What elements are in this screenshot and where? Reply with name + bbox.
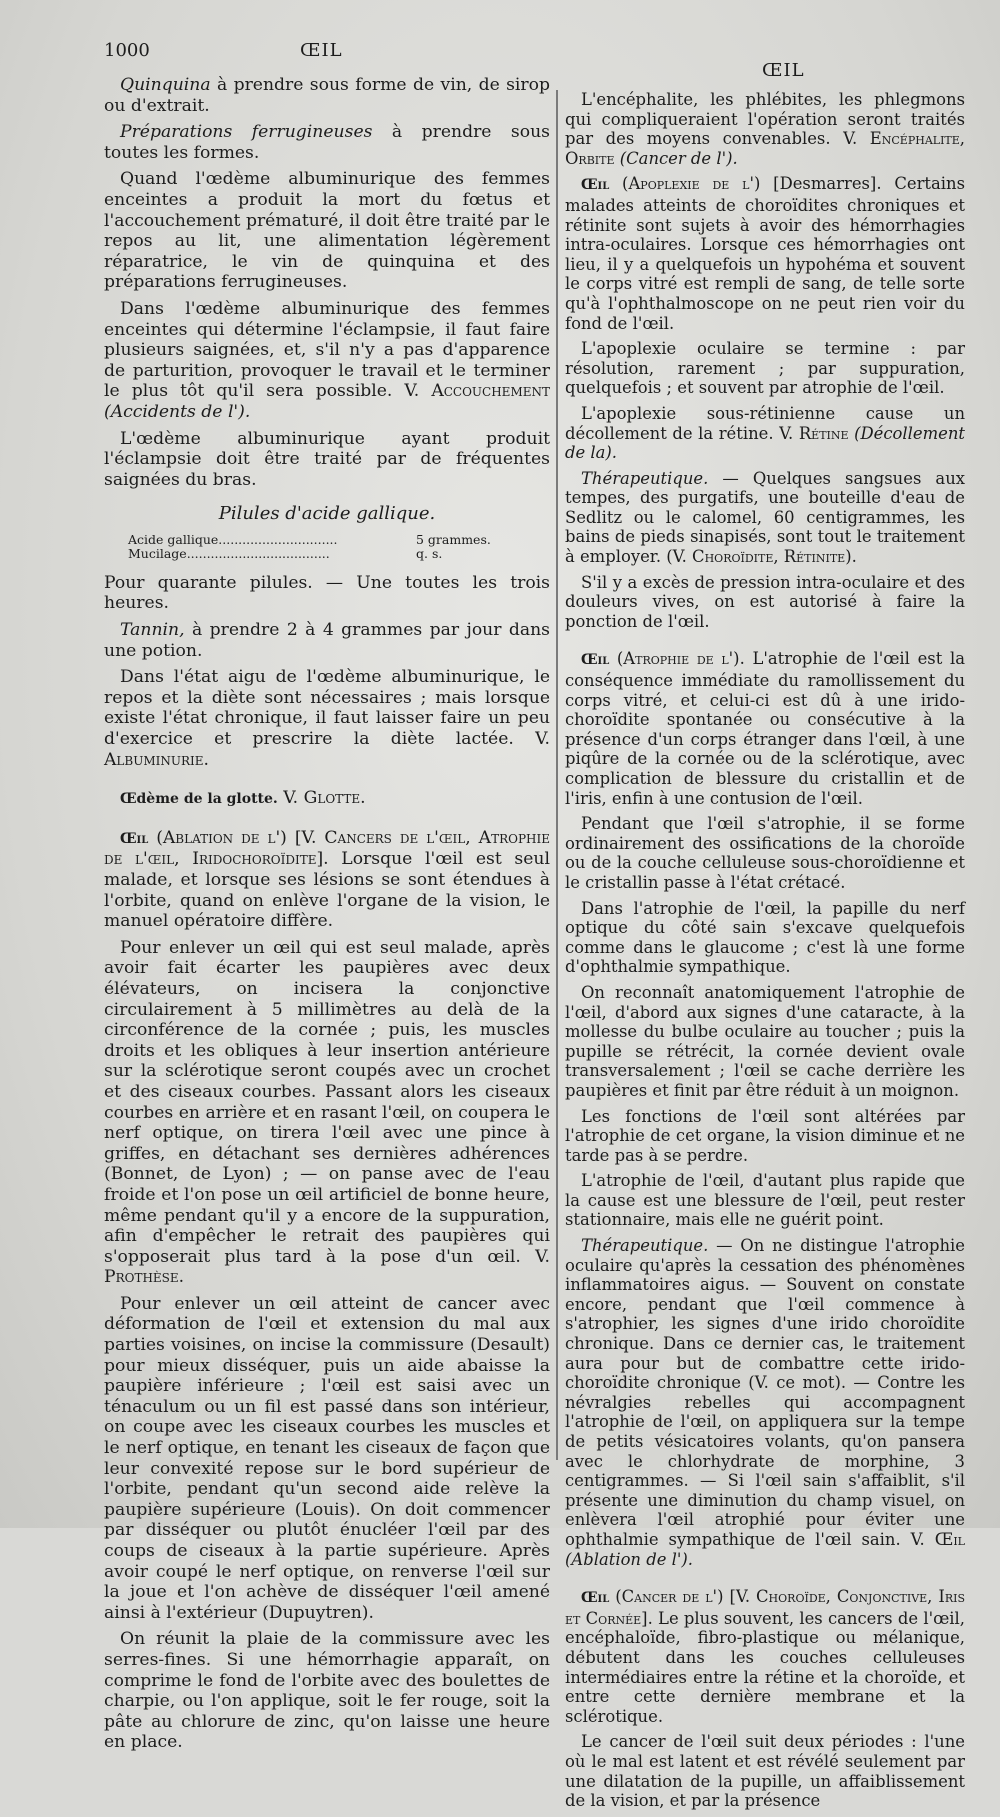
paragraph: Quinquina à prendre sous forme de vin, de sirop ou d'extrait. [104,75,550,116]
paragraph: L'atrophie de l'œil, d'autant plus rapide que la cause est une blessure de l'œil, peut rester stationnaire, mais elle ne guérit point. [565,1171,965,1230]
paragraph: Préparations ferrugineuses à prendre sous toutes les formes. [104,122,550,163]
paragraph: Pour quarante pilules. — Une toutes les trois heures. [104,572,550,614]
paragraph: Tannin, à prendre 2 à 4 grammes par jour dans une potion. [104,620,550,661]
entry-apoplexie: Œil (Apoplexie de l') [Desmarres]. Certains malades atteints de choroïdites chroniques et rétinite sont sujets à avoir des hémorrhagies intra-oculaires. Lorsque ces hémorrhagies ont lieu, il y a quelquefois un hypohéma et souvent le corps vitré est rempli de sang, de telle sorte qu'à l'ophthalmoscope on ne peut rien voir du fond de l'œil. [565,174,965,333]
left-column [104,75,550,1759]
entry-cancer: Œil (Cancer de l') [V. Choroïde, Conjonctive, Iris et Cornée]. Le plus souvent, les cancers de l'œil, encéphaloïde, fibro-plastique ou mélanique, débutent dans les couches celluleuses intermédiaires entre la rétine et la choroïde, et entre cette dernière membrane et la sclérotique. [565,1587,965,1726]
paragraph: Quand l'œdème albuminurique des femmes enceintes a produit la mort du fœtus et l'accouchement prématuré, il doit être traité par le repos au lit, une alimentation légèrement réparatrice, le vin de quinquina et des préparations ferrugineuses. [104,169,550,293]
paragraph: Thérapeutique. — On ne distingue l'atrophie oculaire qu'après la cessation des phénomènes inflammatoires aigus. — Souvent on constate encore, pendant que l'œil commence à s'atrophier, les signes d'une irido choroïdite chronique. Dans ce dernier cas, le traitement aura pour but de combattre cette irido-choroïdite chronique (V. ce mot). — Contre les névralgies rebelles qui accompagnent l'atrophie de l'œil, on appliquera sur la tempe de petits vésicatoires volants, qu'on pansera avec le chlorhydrate de morphine, 3 centigrammes. — Si l'œil sain s'affaiblit, s'il présente une diminution du champ visuel, on enlèvera l'œil atrophié pour éviter une ophthalmie sympathique de l'œil sain. V. Œil (Ablation de l'). [565,1236,965,1569]
paragraph: L'apoplexie sous-rétinienne cause un décollement de la rétine. V. Rétine (Décollement de la). [565,403,965,463]
paragraph: Dans l'état aigu de l'œdème albuminurique, le repos et la diète sont nécessaires ; mais lorsque existe l'état chronique, il faut laisser faire un peu d'exercice et prescrire la diète lactée. V. Albuminurie. [104,667,550,770]
column-divider [556,90,558,1460]
paragraph: L'apoplexie oculaire se termine : par résolution, rarement ; par suppuration, quelquefois ; et souvent par atrophie de l'œil. [565,339,965,398]
running-head-right: ŒIL [762,60,805,81]
paragraph: Pour enlever un œil atteint de cancer avec déformation de l'œil et extension du mal aux parties voisines, on incise la commissure (Desault) pour mieux disséquer, puis un aide abaisse la paupière inférieure ; l'œil est saisi avec un ténaculum ou un fil est passé dans son intérieur, on coupe avec les ciseaux courbes les muscles et le nerf optique, en tenant les ciseaux de façon que leur convexité repose sur le bord supérieur de l'orbite, pendant qu'un second aide relève la paupière supérieure (Louis). On doit commencer par disséquer ou plutôt énucléer l'œil par des coups de ciseaux à la partie supérieure. Après avoir coupé le nerf optique, on renverse l'œil sur la joue et l'on achève de disséquer l'œil amené ainsi à l'extérieur (Dupuytren). [104,1293,550,1623]
paragraph: Dans l'œdème albuminurique des femmes enceintes qui détermine l'éclampsie, il faut faire plusieurs saignées, et, s'il n'y a pas d'apparence de parturition, provoquer le travail et le terminer le plus tôt qu'il sera possible. V. Accouchement (Accidents de l'). [104,298,550,422]
paragraph: L'œdème albuminurique ayant produit l'éclampsie doit être traité par de fréquentes saignées du bras. [104,428,550,490]
paragraph: Pendant que l'œil s'atrophie, il se forme ordinairement des ossifications de la choroïde ou de la couche celluleuse sous-choroïdienne et le cristallin passe à l'état crétacé. [565,814,965,892]
entry-atrophie: Œil (Atrophie de l'). L'atrophie de l'œil est la conséquence immédiate du ramollissement du corps vitré, et celui-ci est dû à une irido-choroïdite spontanée ou consécutive à la présence d'un corps étranger dans l'œil, à une piqûre de la cornée ou de la sclérotique, avec complication de blessure du cristallin et de l'iris, enfin à une contusion de l'œil. [565,649,965,808]
paragraph: Thérapeutique. — Quelques sangsues aux tempes, des purgatifs, une bouteille d'eau de Sedlitz ou le calomel, 60 centigrammes, les bains de pieds sinapisés, sont tout le traitement à employer. (V. Choroïdite, Rétinite). [565,468,965,567]
paragraph: S'il y a excès de pression intra-oculaire et des douleurs vives, on est autorisé à faire la ponction de l'œil. [565,572,965,631]
entry-ablation: Œil (Ablation de l') [V. Cancers de l'œil, Atrophie de l'œil, Iridochoroïdite]. Lorsque l'œil est seul malade, et lorsque ses lésions se sont étendues à l'orbite, quand on enlève l'organe de la vision, le manuel opératoire diffère. [104,827,550,932]
recipe-row: Acide gallique.............................. 5 grammes. [128,531,491,547]
recipe-title: Pilules d'acide gallique. [218,503,436,525]
paragraph: On réunit la plaie de la commissure avec les serres-fines. Si une hémorrhagie apparaît, on comprime le fond de l'orbite avec des boulettes de charpie, ou l'on applique, soit le fer rouge, soit la pâte au chlorure de zinc, qu'on laisse une heure en place. [104,1629,550,1753]
recipe-row: Mucilage.................................... q. s. [128,545,443,561]
paragraph: Le cancer de l'œil suit deux périodes : l'une où le mal est latent et est révélé seulement par une dilatation de la pupille, un affaiblissement de la vision, et par la présence [565,1732,965,1811]
right-column [565,90,965,1817]
page-number: 1000 [104,40,150,61]
recipe-table [128,533,550,561]
paragraph: Pour enlever un œil qui est seul malade, après avoir fait écarter les paupières avec deux élévateurs, on incisera la conjonctive circulairement à 5 millimètres au delà de la circonférence de la cornée ; puis, les muscles droits et les obliques à leur insertion antérieure sur la sclérotique seront coupés avec un crochet et des ciseaux courbes. Passant alors les ciseaux courbes en arrière et en rasant l'œil, on coupera le nerf optique, on tirera l'œil avec une pince à griffes, en détachant ses dernières adhérences (Bonnet, de Lyon) ; — on panse avec de l'eau froide et l'on pose un œil artificiel de bonne heure, même pendant qu'il y a encore de la suppuration, afin d'empêcher le retrait des paupières qui s'opposerait plus tard à la pose d'un œil. V. Prothèse. [104,937,550,1288]
paragraph: On reconnaît anatomiquement l'atrophie de l'œil, d'abord aux signes d'une cataracte, à la mollesse du bulbe oculaire au toucher ; puis la pupille se rétrécit, la cornée devient ovale transversalement ; l'œil se cache derrière les paupières et finit par être réduit à un moignon. [565,982,965,1100]
running-head-left: ŒIL [300,40,343,61]
entry-glotte: Œdème de la glotte. V. Glotte. [120,788,366,809]
paragraph: Les fonctions de l'œil sont altérées par l'atrophie de cet organe, la vision diminue et ne tarde pas à se perdre. [565,1106,965,1165]
paragraph: Dans l'atrophie de l'œil, la papille du nerf optique du côté sain s'excave quelquefois comme dans le glaucome ; c'est là une forme d'ophthalmie sympathique. [565,898,965,977]
paragraph: L'encéphalite, les phlébites, les phlegmons qui compliqueraient l'opération seront traités par des moyens convenables. V. Encéphalite, Orbite (Cancer de l'). [565,90,965,168]
